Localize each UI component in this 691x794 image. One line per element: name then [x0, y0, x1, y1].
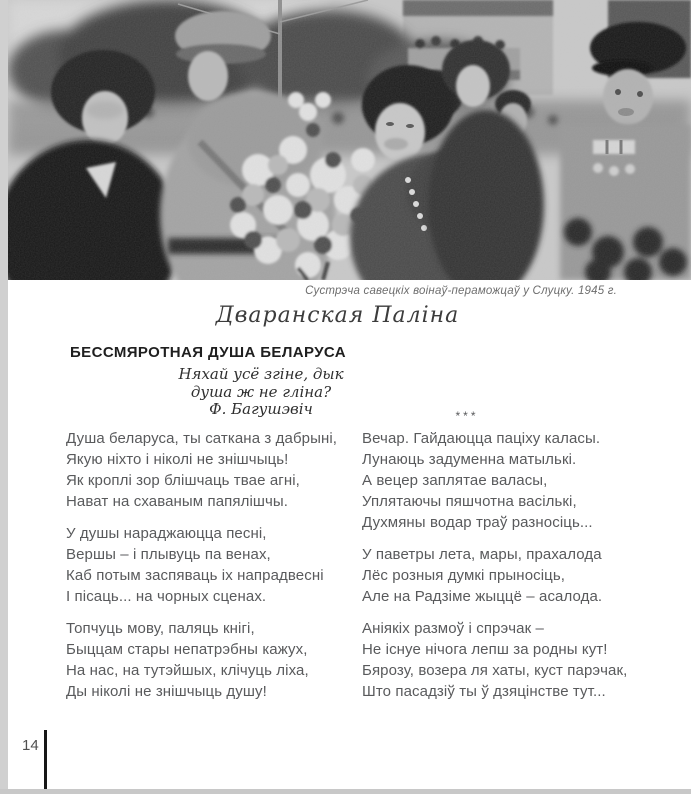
- page-number: 14: [22, 737, 39, 754]
- epigraph-attribution: Ф. Багушэвіч: [209, 400, 313, 418]
- poem-line: Топчуць мову, паляць кнігі,: [66, 620, 255, 637]
- poem-title: БЕССМЯРОТНАЯ ДУША БЕЛАРУСА: [70, 344, 347, 361]
- poem-stanza: [66, 523, 362, 607]
- epigraph-line: душа ж не гліна?: [190, 382, 332, 401]
- poem-stanza: [362, 544, 624, 607]
- poem-stanza: [362, 428, 624, 533]
- poem-line: Вершы – і плывуць па венах,: [66, 546, 271, 563]
- poem-stanza: [66, 618, 362, 702]
- poem-line: Духмяны водар траў разносіць...: [362, 514, 593, 531]
- poem-line: Нават на схаваным папялішчы.: [66, 493, 289, 510]
- section-divider-asterisks: ***: [455, 409, 479, 423]
- poem-stanza: [66, 428, 362, 512]
- poem-column-right-stanzas: [362, 428, 628, 702]
- historical-photo: [8, 0, 691, 280]
- page-edge-bottom: [0, 789, 691, 794]
- poem-line: Як кроплі зор блішчаць твае агні,: [66, 472, 300, 489]
- poem-line: Лёс розныя думкі прыносіць,: [362, 567, 566, 584]
- poem-line: Душа беларуса, ты саткана з дабрыні,: [66, 430, 338, 447]
- historical-photo-illustration: [8, 0, 691, 280]
- poem-line: Быццам стары непатрэбны кажух,: [66, 641, 308, 658]
- poem-line: І пісаць... на чорных сценах.: [66, 588, 267, 605]
- poem-line: У паветры лета, мары, прахалода: [362, 546, 602, 563]
- poem-column-left: [66, 428, 362, 713]
- poem-line: Бярозу, возера ля хаты, куст парэчак,: [362, 662, 628, 679]
- poem-line: Не існуе нічога лепш за родны кут!: [362, 641, 608, 658]
- poem-line: Што пасадзіў ты ў дзяцінстве тут...: [362, 683, 606, 700]
- page-number-bar: [44, 730, 47, 789]
- poem-line: Аніякіх размоў і спрэчак –: [362, 620, 544, 637]
- poem-line: У душы нараджаюцца песні,: [66, 525, 267, 542]
- poem-column-right: [362, 406, 628, 713]
- poem-line: На нас, на тутэйшых, клічуць ліха,: [66, 662, 309, 679]
- poem-stanza: [362, 618, 628, 702]
- poem-line: Вечар. Гайдаюцца паціху каласы.: [362, 430, 601, 447]
- epigraph-line: Няхай усё згіне, дык: [178, 365, 344, 383]
- poem-line: А вецер заплятае валасы,: [362, 472, 548, 489]
- poem-line: Якую ніхто і ніколі не знішчыць!: [66, 451, 289, 468]
- epigraph: [126, 366, 396, 419]
- poem-line: Уплятаючы пяшчотна васількі,: [362, 493, 577, 510]
- page-edge-left: [0, 0, 8, 794]
- poem-line: Але на Радзіме жыццё – асалода.: [362, 588, 603, 605]
- poem-line: Каб потым заспяваць іх напрадвесні: [66, 567, 324, 584]
- author-name: Дваранская Паліна: [215, 303, 460, 328]
- poem-line: Ды ніколі не знішчыць душу!: [66, 683, 267, 700]
- photo-caption: Сустрэча савецкіх воінаў-пераможцаў у Слуцку. 1945 г.: [305, 285, 617, 297]
- poem-line: Лунаюць задуменна матылькі.: [362, 451, 577, 468]
